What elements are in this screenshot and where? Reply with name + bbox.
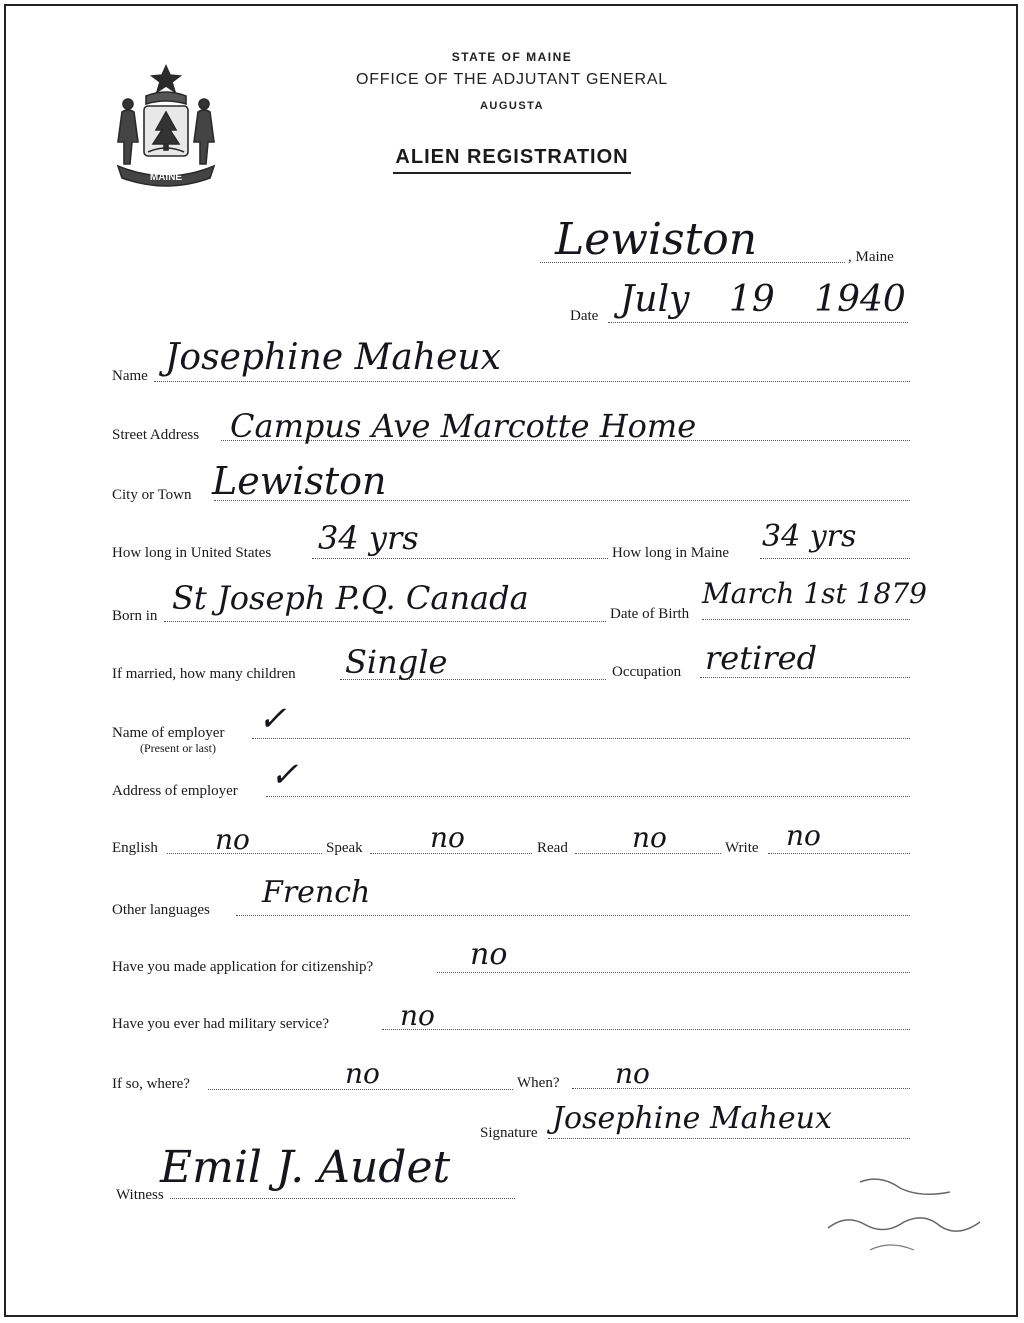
form-title: ALIEN REGISTRATION [0,146,1024,174]
how-long-us-line [312,558,608,559]
date-label: Date [570,308,599,324]
born-in-value: St Joseph P.Q. Canada [172,579,529,617]
employer-address-line [266,796,910,797]
when-value: no [615,1057,650,1090]
office-heading: OFFICE OF THE ADJUTANT GENERAL [355,71,669,88]
date-of-birth-label: Date of Birth [610,606,690,622]
citizenship-label: Have you made application for citizenship? [112,959,374,975]
witness-label: Witness [116,1187,164,1203]
witness-line [170,1198,515,1199]
citizenship-value: no [470,937,508,972]
military-value: no [400,999,435,1032]
speak-value: no [430,821,465,854]
city-label: City or Town [112,487,192,503]
speak-label: Speak [326,840,363,856]
name-value: Josephine Maheux [165,337,501,378]
employer-address-value: ✓ [270,755,299,795]
read-label: Read [537,840,568,856]
write-label: Write [725,840,759,856]
state-heading: STATE OF MAINE [451,50,573,64]
when-label: When? [517,1075,560,1091]
employer-sub-label: (Present or last) [140,741,216,755]
svg-text:MAINE: MAINE [149,172,183,183]
city-value: Lewiston [212,459,387,503]
date-value: July 19 1940 [620,279,906,320]
page-border [4,4,1018,1317]
military-label: Have you ever had military service? [112,1016,329,1032]
date-line [608,322,908,323]
employer-line [252,738,910,739]
other-languages-line [236,915,910,916]
occupation-label: Occupation [612,664,682,680]
employer-label: Name of employer [112,725,225,741]
write-value: no [786,819,821,852]
employer-value: ✓ [258,699,287,739]
signature-label: Signature [480,1125,538,1141]
english-value: no [215,823,250,856]
occupation-value: retired [705,639,818,677]
occupation-line [700,677,910,678]
street-value: Campus Ave Marcotte Home [230,407,697,445]
children-label: If married, how many children [112,666,296,682]
citizenship-line [437,972,910,973]
write-line [768,853,910,854]
how-long-maine-line [760,558,910,559]
born-in-label: Born in [112,608,158,624]
read-value: no [632,821,667,854]
name-line [154,381,910,382]
city-heading: AUGUSTA [479,100,545,112]
how-long-us-label: How long in United States [112,545,272,561]
employer-address-label: Address of employer [112,783,238,799]
children-value: Single [345,643,448,681]
date-of-birth-value: March 1st 1879 [702,577,927,610]
town-header-value: Lewiston [555,214,758,265]
town-header-line [540,262,845,263]
how-long-us-value: 34 yrs [318,519,419,557]
witness-value: Emil J. Audet [160,1142,451,1193]
street-label: Street Address [112,427,200,443]
pencil-scribble-icon [820,1170,1000,1260]
where-label: If so, where? [112,1076,190,1092]
other-languages-value: French [262,875,371,910]
signature-value: Josephine Maheux [552,1101,832,1136]
english-label: English [112,840,158,856]
name-label: Name [112,368,148,384]
date-of-birth-line [702,619,910,620]
born-in-line [164,621,606,622]
maine-suffix-label: , Maine [848,249,894,265]
other-languages-label: Other languages [112,902,210,918]
where-value: no [345,1057,380,1090]
military-line [382,1029,910,1030]
how-long-maine-label: How long in Maine [612,545,730,561]
how-long-maine-value: 34 yrs [762,519,857,554]
signature-line [548,1138,910,1139]
